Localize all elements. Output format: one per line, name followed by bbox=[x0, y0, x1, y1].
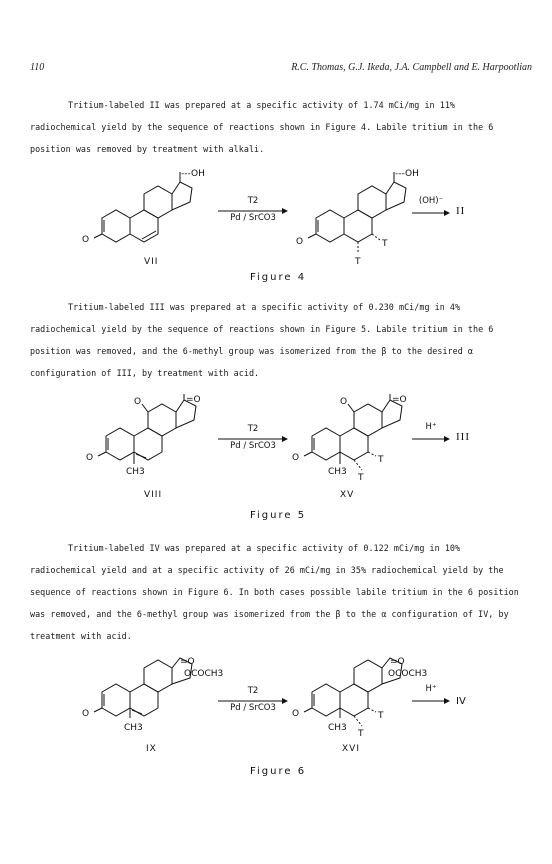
ketone-label: =O bbox=[390, 657, 405, 667]
tritium-label: T bbox=[378, 455, 384, 465]
methyl-label: CH3 bbox=[124, 723, 143, 733]
ketone-label: =O bbox=[180, 657, 195, 667]
fig6-reagent-t2: T2 bbox=[247, 686, 259, 696]
structure-vii bbox=[80, 168, 210, 253]
fig4-reagent-t2: T2 bbox=[247, 196, 259, 206]
methyl-label: CH3 bbox=[328, 467, 347, 477]
fig4-reagent-catalyst: Pd / SrCO3 bbox=[230, 213, 276, 223]
fig6-reagent-catalyst: Pd / SrCO3 bbox=[230, 703, 276, 713]
structure-viii bbox=[80, 394, 215, 484]
paragraph-3: Tritium-labeled IV was prepared at a specific activity of 0.122 mCi/mg in 10% radiochemical yield and at a specific activity of 26 mCi/mg in 35% radiochemical yield by the sequence of reactions shown in Figure 6. In both cases possible labile tritium in the 6 position was removed, and the 6-methyl group was isomerized from the β to the α configuration of IV, by treatment with acid. bbox=[30, 543, 519, 641]
tritium-label: T bbox=[355, 257, 361, 267]
hydroxyl-label: ---OH bbox=[395, 169, 419, 179]
tritium-label: T bbox=[382, 239, 388, 249]
figure-6-caption: Figure 6 bbox=[250, 766, 307, 777]
running-authors: R.C. Thomas, G.J. Ikeda, J.A. Campbell and E. Harpootlian bbox=[291, 62, 532, 73]
page-number: 110 bbox=[30, 62, 45, 73]
label-viii: VIII bbox=[144, 490, 163, 500]
label-xvi: XVI bbox=[342, 744, 360, 754]
fig4-reagent-hydroxide: (OH)⁻ bbox=[418, 196, 444, 206]
oxo-label: O bbox=[134, 397, 142, 407]
methyl-label: CH3 bbox=[126, 467, 145, 477]
figure-4-caption: Figure 4 bbox=[250, 272, 307, 283]
fig5-arrow-2 bbox=[412, 435, 450, 443]
oxo-label: O bbox=[86, 453, 94, 463]
fig6-reagent-acid: H⁺ bbox=[425, 684, 437, 694]
tritium-label: T bbox=[358, 729, 364, 739]
paragraph-1: Tritium-labeled II was prepared at a specific activity of 1.74 mCi/mg in 11% radiochemical yield by the sequence of reactions shown in Figure 4. Labile tritium in the 6 position was removed by treatment with alkali. bbox=[30, 100, 494, 154]
oxo-label: O bbox=[296, 237, 304, 247]
acetoxy-label: OCOCH3 bbox=[184, 669, 224, 679]
label-ix: IX bbox=[146, 744, 157, 754]
oxo-label: O bbox=[82, 235, 90, 245]
fig4-arrow-2 bbox=[412, 209, 450, 217]
fig5-reagent-catalyst: Pd / SrCO3 bbox=[230, 441, 276, 451]
oxo-label: O bbox=[292, 709, 300, 719]
oxo-label: O bbox=[82, 709, 90, 719]
fig6-product: IV bbox=[456, 696, 466, 707]
oxo-label: O bbox=[340, 397, 348, 407]
oxo-label: O bbox=[292, 453, 300, 463]
fig5-reagent-t2: T2 bbox=[247, 424, 259, 434]
tritium-label: T bbox=[378, 711, 384, 721]
ketone-label: =O bbox=[186, 395, 201, 405]
structure-ix bbox=[80, 656, 224, 736]
fig4-product: II bbox=[456, 205, 466, 217]
running-header bbox=[30, 62, 532, 78]
fig5-product: III bbox=[456, 431, 470, 443]
structure-tritiated-vii bbox=[296, 168, 419, 267]
structure-xv bbox=[290, 394, 410, 486]
methyl-label: CH3 bbox=[328, 723, 347, 733]
label-xv: XV bbox=[340, 490, 355, 500]
acetoxy-label: OCOCH3 bbox=[388, 669, 428, 679]
ketone-label: =O bbox=[392, 395, 407, 405]
fig5-reagent-acid: H⁺ bbox=[425, 422, 437, 432]
hydroxyl-label: ---OH bbox=[181, 169, 205, 179]
paragraph-2: Tritium-labeled III was prepared at a specific activity of 0.230 mCi/mg in 4% radiochemical yield by the sequence of reactions shown in Figure 5. Labile tritium in the 6 position was removed, and the 6-methyl group was isomerized from the β to the desired α configuration of III, by treatment with acid. bbox=[30, 302, 494, 378]
tritium-label: T bbox=[358, 473, 364, 483]
label-vii: VII bbox=[144, 257, 159, 267]
figure-5-caption: Figure 5 bbox=[250, 510, 307, 521]
structure-xvi bbox=[292, 656, 428, 742]
fig6-arrow-2 bbox=[412, 697, 450, 705]
